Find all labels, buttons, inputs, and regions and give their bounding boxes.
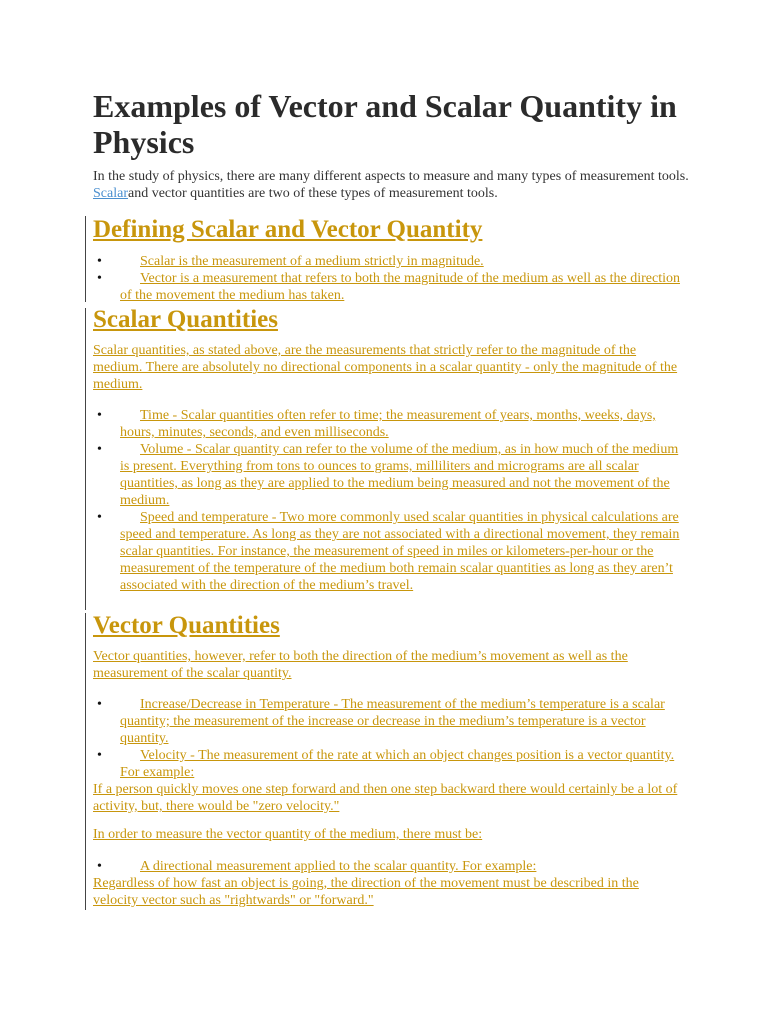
vector-paragraph-2: In order to measure the vector quantity of the medium, there must be: <box>93 827 483 842</box>
velocity-example: If a person quickly moves one step forward and then one step backward there would certainly be a lot of activity, but, there would be "zero velocity." <box>93 782 678 814</box>
list-item: • A directional measurement applied to the scalar quantity. For example: <box>97 859 537 874</box>
intro-text-before: In the study of physics, there are many different aspects to measure and many types of measurement tools. <box>93 169 689 184</box>
bullet-icon: • <box>97 254 102 269</box>
list-item: • Time - Scalar quantities often refer to time; the measurement of years, months, weeks, days, hours, minutes, seconds, and even milliseconds. <box>97 408 656 440</box>
heading-vector: Vector Quantities <box>93 612 280 639</box>
section-bar <box>85 308 86 610</box>
bullet-icon: • <box>97 271 102 286</box>
list-item: • Increase/Decrease in Temperature - The measurement of the medium’s temperature is a scalar quantity; the measurement of the increase or decrease in the medium’s temperature is a vector quantity. <box>97 697 665 746</box>
section-bar <box>85 216 86 302</box>
page-title: Examples of Vector and Scalar Quantity in Physics <box>93 88 677 160</box>
scalar-bullet-list <box>93 407 683 594</box>
scalar-paragraph: Scalar quantities, as stated above, are the measurements that strictly refer to the magnitude of the medium. There are absolutely no directional components in a scalar quantity - only the magnitude of the medium. <box>93 343 678 392</box>
bullet-icon: • <box>97 748 102 763</box>
bullet-icon: • <box>97 510 102 525</box>
vector-bullet-list <box>93 696 683 781</box>
intro-paragraph <box>93 168 693 202</box>
bullet-icon: • <box>97 442 102 457</box>
list-item: • Scalar is the measurement of a medium strictly in magnitude. <box>97 254 484 269</box>
scalar-link[interactable]: Scalar <box>93 186 128 201</box>
list-item: • Speed and temperature - Two more commonly used scalar quantities in physical calculations are speed and temperature. As long as they are not associated with a directional movement, they remain scalar quantities. For instance, the measurement of speed in miles or kilometers-per-hour or the measurement of the temperature of the medium both remain scalar quantities as long as they aren’t associated with the direction of the medium’s travel. <box>97 510 680 593</box>
list-item: • Vector is a measurement that refers to both the magnitude of the medium as well as the direction of the movement the medium has taken. <box>97 271 680 303</box>
bullet-icon: • <box>97 859 102 874</box>
bullet-icon: • <box>97 697 102 712</box>
section-bar <box>85 613 86 910</box>
direction-example: Regardless of how fast an object is going, the direction of the movement must be described in the velocity vector such as "rightwards" or "forward." <box>93 876 639 908</box>
heading-scalar: Scalar Quantities <box>93 306 278 333</box>
vector-bullet-list-2 <box>93 858 683 875</box>
intro-text-after: and vector quantities are two of these types of measurement tools. <box>127 186 498 201</box>
list-item: • Volume - Scalar quantity can refer to the volume of the medium, as in how much of the medium is present. Everything from tons to ounces to grams, milliliters and micrograms are all scalar quantities, as long as they are applied to the medium being measured and not the movement of the medium. <box>97 442 679 508</box>
heading-defining: Defining Scalar and Vector Quantity <box>93 216 483 243</box>
defining-bullet-list <box>93 253 683 304</box>
vector-paragraph: Vector quantities, however, refer to both the direction of the medium’s movement as well as the measurement of the scalar quantity. <box>93 649 628 681</box>
bullet-icon: • <box>97 408 102 423</box>
list-item: • Velocity - The measurement of the rate at which an object changes position is a vector quantity. For example: <box>97 748 675 780</box>
